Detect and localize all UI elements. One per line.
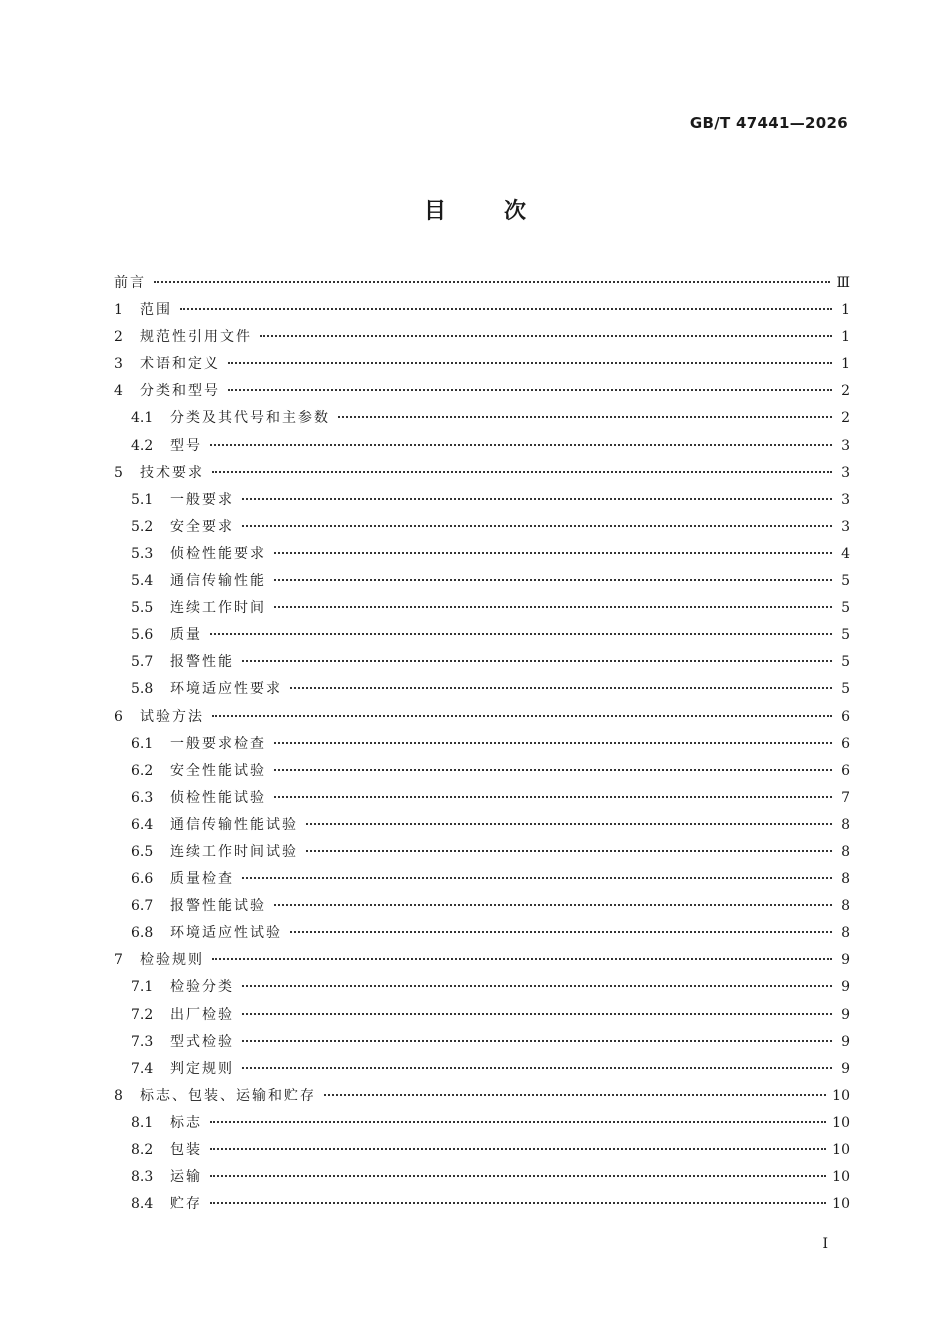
toc-section-title: 侦检性能要求 — [170, 545, 266, 562]
toc-page-number: 1 — [841, 329, 850, 346]
toc-page-number: 10 — [832, 1142, 850, 1158]
toc-section-number: 8.3 — [131, 1169, 154, 1186]
toc-section-number: 7.2 — [131, 1006, 154, 1023]
dot-leader — [324, 1094, 826, 1096]
dot-leader — [242, 1040, 832, 1042]
toc-page-number: 10 — [832, 1196, 850, 1213]
toc-section-number: 7 — [114, 952, 123, 969]
toc-section-title: 通信传输性能 — [170, 573, 266, 590]
toc-page-number: 5 — [841, 573, 850, 590]
toc-section-number: 6.3 — [131, 789, 154, 806]
toc-section-title: 范围 — [140, 302, 172, 319]
dot-leader — [274, 606, 832, 608]
toc-section-title: 环境适应性试验 — [170, 925, 282, 942]
toc-section-number: 8.4 — [131, 1196, 154, 1213]
toc-section-title: 运输 — [170, 1169, 202, 1186]
toc-section-title: 型式检验 — [170, 1033, 234, 1050]
dot-leader — [274, 796, 832, 798]
toc-entry[interactable] — [114, 758, 850, 785]
toc-section-title: 检验规则 — [140, 952, 204, 969]
toc-page-number: 5 — [841, 654, 850, 671]
dot-leader — [274, 579, 832, 581]
toc-section-title: 标志 — [170, 1114, 202, 1131]
toc-section-number: 1 — [114, 302, 123, 319]
dot-leader — [242, 877, 832, 879]
toc-section-title: 贮存 — [170, 1196, 202, 1213]
toc-page-number: 4 — [841, 545, 850, 562]
dot-leader — [242, 498, 832, 500]
toc-section-number: 6.8 — [131, 925, 154, 942]
toc-section-number: 7.3 — [131, 1033, 154, 1050]
toc-page-number: 8 — [841, 925, 850, 942]
dot-leader — [228, 362, 832, 364]
dot-leader — [274, 769, 832, 771]
toc-section-title: 分类及其代号和主参数 — [170, 410, 330, 427]
dot-leader — [274, 552, 832, 554]
toc-entry[interactable] — [114, 1110, 850, 1137]
dot-leader — [180, 308, 832, 310]
toc-section-number: 7.1 — [131, 979, 154, 996]
toc-entry[interactable] — [114, 541, 850, 568]
toc-page-number: 3 — [841, 491, 850, 508]
dot-leader — [290, 931, 832, 933]
dot-leader — [210, 444, 832, 446]
toc-entry[interactable] — [114, 297, 850, 324]
page-number: Ⅰ — [822, 1236, 828, 1252]
dot-leader — [274, 904, 832, 906]
toc-page-number: 7 — [841, 789, 850, 806]
toc-section-number: 6.1 — [131, 735, 154, 752]
toc-page-number: 8 — [841, 898, 850, 915]
toc-section-number: 6.6 — [131, 871, 154, 888]
toc-section-number: 5.4 — [131, 573, 154, 590]
toc-page-number: 8 — [841, 843, 850, 860]
toc-entry[interactable] — [114, 270, 850, 297]
toc-page-number: 9 — [841, 1033, 850, 1050]
toc-entry[interactable] — [114, 676, 850, 703]
toc-entry[interactable] — [114, 487, 850, 514]
standard-number: GB/T 47441—2026 — [689, 114, 848, 132]
dot-leader — [212, 958, 832, 960]
toc-entry[interactable] — [114, 920, 850, 947]
toc-page-number: 5 — [841, 627, 850, 644]
toc-page-number: 10 — [832, 1087, 850, 1104]
toc-entry[interactable] — [114, 1137, 850, 1164]
dot-leader — [242, 525, 832, 527]
dot-leader — [290, 687, 832, 689]
toc-entry[interactable] — [114, 1191, 850, 1218]
toc-page-number: 8 — [841, 816, 850, 833]
toc-entry[interactable] — [114, 704, 850, 731]
dot-leader — [338, 416, 832, 418]
toc-section-number: 4.1 — [131, 410, 154, 427]
toc-section-title: 连续工作时间试验 — [170, 843, 298, 860]
toc-section-number: 4 — [114, 383, 123, 400]
toc-section-title: 术语和定义 — [140, 356, 220, 373]
toc-page-number: 9 — [841, 952, 850, 969]
toc-entry[interactable] — [114, 1029, 850, 1056]
toc-section-number: 7.4 — [131, 1060, 154, 1077]
toc-section-title: 分类和型号 — [140, 383, 220, 400]
toc-entry[interactable] — [114, 839, 850, 866]
toc-section-number: 8.2 — [131, 1142, 154, 1158]
toc-section-title: 出厂检验 — [170, 1006, 234, 1023]
dot-leader — [242, 985, 832, 987]
toc-entry[interactable] — [114, 1083, 850, 1110]
toc-entry[interactable] — [114, 649, 850, 676]
toc-section-title: 环境适应性要求 — [170, 681, 282, 698]
toc-section-title: 规范性引用文件 — [140, 329, 252, 346]
dot-leader — [210, 1148, 826, 1150]
toc-page-number: 2 — [841, 410, 850, 427]
toc-page-number: 8 — [841, 871, 850, 888]
toc-page-number: 9 — [841, 1006, 850, 1023]
toc-entry[interactable] — [114, 595, 850, 622]
toc-page-number: 5 — [841, 681, 850, 698]
toc-page-number: 2 — [841, 383, 850, 400]
page-title: 目次 — [423, 199, 584, 224]
toc-section-title: 检验分类 — [170, 979, 234, 996]
table-of-contents — [114, 270, 850, 1218]
toc-section-title: 报警性能试验 — [170, 898, 266, 915]
toc-section-title: 型号 — [170, 437, 202, 454]
toc-page-number: 6 — [841, 708, 850, 725]
toc-page-number: 3 — [841, 437, 850, 454]
toc-entry[interactable] — [114, 568, 850, 595]
toc-section-number: 5.8 — [131, 681, 154, 698]
toc-section-title: 一般要求 — [170, 491, 234, 508]
toc-section-number: 8.1 — [131, 1114, 154, 1131]
toc-section-title: 安全性能试验 — [170, 762, 266, 779]
toc-section-title: 安全要求 — [170, 518, 234, 535]
dot-leader — [242, 660, 832, 662]
toc-entry[interactable] — [114, 351, 850, 378]
toc-entry[interactable] — [114, 893, 850, 920]
dot-leader — [154, 281, 830, 283]
toc-section-title: 连续工作时间 — [170, 600, 266, 617]
toc-section-title: 侦检性能试验 — [170, 789, 266, 806]
toc-section-title: 质量检查 — [170, 871, 234, 888]
toc-page-number: 10 — [832, 1114, 850, 1131]
toc-section-number: 5.3 — [131, 545, 154, 562]
dot-leader — [210, 1175, 826, 1177]
toc-entry[interactable] — [114, 1056, 850, 1083]
toc-entry[interactable] — [114, 1002, 850, 1029]
toc-entry[interactable] — [114, 433, 850, 460]
dot-leader — [210, 633, 832, 635]
dot-leader — [260, 335, 832, 337]
toc-section-title: 包装 — [170, 1142, 202, 1158]
toc-section-number: 5 — [114, 464, 123, 481]
toc-entry[interactable] — [114, 866, 850, 893]
toc-section-title: 前言 — [114, 275, 146, 291]
toc-entry[interactable] — [114, 514, 850, 541]
dot-leader — [210, 1121, 826, 1123]
toc-section-number: 5.1 — [131, 491, 154, 508]
toc-section-number: 6.2 — [131, 762, 154, 779]
toc-entry[interactable] — [114, 947, 850, 974]
toc-entry[interactable] — [114, 974, 850, 1001]
toc-section-number: 6.5 — [131, 843, 154, 860]
toc-page-number: 5 — [841, 600, 850, 617]
toc-section-title: 质量 — [170, 627, 202, 644]
dot-leader — [212, 471, 832, 473]
toc-entry[interactable] — [114, 785, 850, 812]
toc-section-number: 5.6 — [131, 627, 154, 644]
toc-section-number: 3 — [114, 356, 123, 373]
dot-leader — [210, 1202, 826, 1204]
toc-section-number: 6 — [114, 708, 123, 725]
toc-page-number: 9 — [841, 1060, 850, 1077]
dot-leader — [228, 389, 832, 391]
toc-page-number: 10 — [832, 1169, 850, 1186]
toc-section-title: 报警性能 — [170, 654, 234, 671]
toc-page-number: 1 — [841, 302, 850, 319]
toc-section-title: 判定规则 — [170, 1060, 234, 1077]
toc-section-title: 一般要求检查 — [170, 735, 266, 752]
toc-entry[interactable] — [114, 731, 850, 758]
dot-leader — [306, 823, 832, 825]
toc-section-title: 技术要求 — [140, 464, 204, 481]
toc-entry[interactable] — [114, 622, 850, 649]
dot-leader — [212, 715, 832, 717]
toc-entry[interactable] — [114, 405, 850, 432]
toc-page-number: 3 — [841, 518, 850, 535]
toc-entry[interactable] — [114, 378, 850, 405]
toc-entry[interactable] — [114, 324, 850, 351]
toc-section-number: 5.7 — [131, 654, 154, 671]
toc-section-number: 8 — [114, 1087, 123, 1104]
toc-section-number: 6.4 — [131, 816, 154, 833]
toc-entry[interactable] — [114, 1164, 850, 1191]
toc-section-title: 标志、包装、运输和贮存 — [140, 1087, 316, 1104]
toc-page-number: 3 — [841, 464, 850, 481]
dot-leader — [242, 1013, 832, 1015]
toc-section-number: 2 — [114, 329, 123, 346]
toc-page-number: 9 — [841, 979, 850, 996]
toc-entry[interactable] — [114, 812, 850, 839]
toc-page-number: Ⅲ — [836, 275, 850, 291]
toc-section-number: 5.5 — [131, 600, 154, 617]
toc-section-number: 5.2 — [131, 518, 154, 535]
toc-section-title: 试验方法 — [140, 708, 204, 725]
dot-leader — [242, 1067, 832, 1069]
toc-section-title: 通信传输性能试验 — [170, 816, 298, 833]
toc-section-number: 4.2 — [131, 437, 154, 454]
dot-leader — [306, 850, 832, 852]
toc-page-number: 1 — [841, 356, 850, 373]
toc-section-number: 6.7 — [131, 898, 154, 915]
toc-page-number: 6 — [841, 762, 850, 779]
toc-page-number: 6 — [841, 735, 850, 752]
dot-leader — [274, 742, 832, 744]
toc-entry[interactable] — [114, 460, 850, 487]
